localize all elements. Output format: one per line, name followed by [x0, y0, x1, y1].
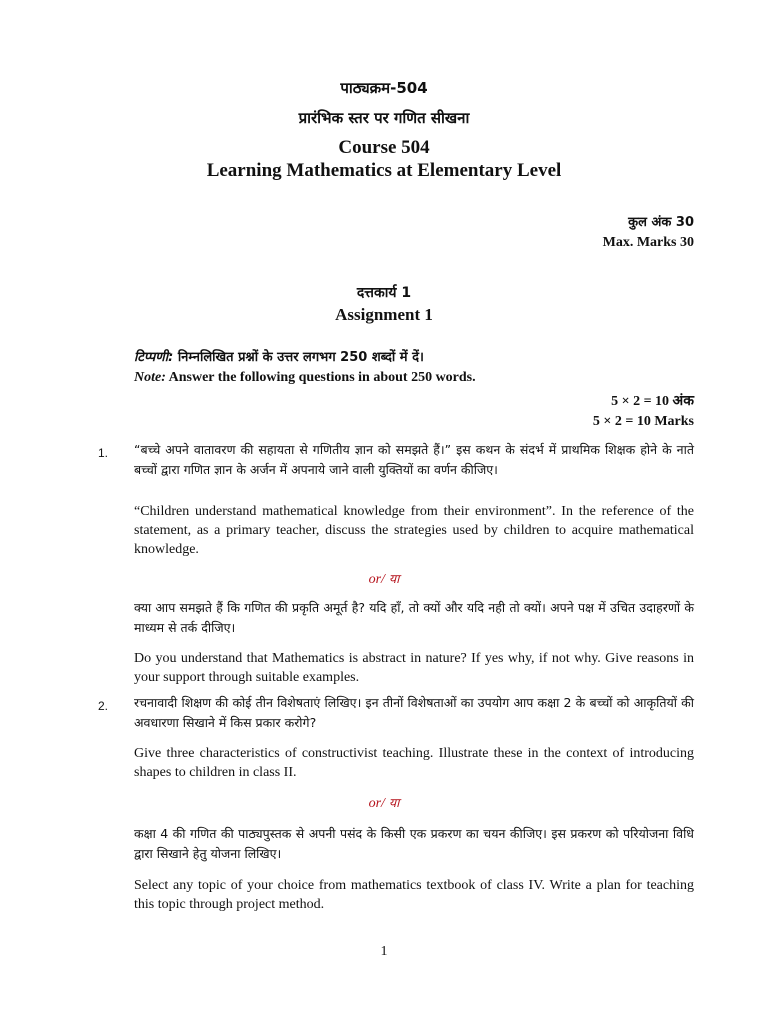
- or-separator: or/ या: [368, 795, 400, 811]
- question-2b-english: Select any topic of your choice from mathematics textbook of class IV. Write a plan for teaching this topic through project method.: [134, 878, 694, 912]
- question-1b-hindi: क्या आप समझते हैं कि गणित की प्रकृति अमूर्त है? यदि हाँ, तो क्यों और यदि नही तो क्यों। अपने पक्ष में उचित उदाहरणों के माध्यम से तर्क दीजिए।: [134, 600, 694, 635]
- question-2a-hindi: रचनावादी शिक्षण की कोई तीन विशेषताएं लिखिए। इन तीनों विशेषताओं का उपयोग आप कक्षा 2 के बच्चों को आकृतियों की अवधारणा सिखाने में किस प्रकार करोगे?: [134, 695, 694, 730]
- page-number: 1: [380, 944, 388, 959]
- assignment-title-hindi: दत्तकार्य 1: [356, 285, 412, 301]
- question-number: 1.: [98, 446, 109, 460]
- note-label-hindi: टिप्पणी:: [134, 350, 174, 365]
- scoring-hindi: 5 × 2 = 10 अंक: [611, 394, 694, 409]
- or-separator: or/ या: [368, 571, 400, 587]
- note-label-english: Note:: [134, 370, 166, 385]
- note-hindi: [134, 347, 694, 365]
- course-title-hindi: प्रारंभिक स्तर पर गणित सीखना: [298, 109, 470, 127]
- question-1a-english: “Children understand mathematical knowledge from their environment”. In the reference of the statement, as a primary teacher, discuss the strategies used by children to acquire mathematical knowledge.: [134, 504, 694, 557]
- max-marks-english: Max. Marks 30: [602, 235, 694, 250]
- question-2a-english: Give three characteristics of constructivist teaching. Illustrate these in the context of introducing shapes to children in class II.: [134, 746, 694, 780]
- note-text-english: Answer the following questions in about 250 words.: [168, 370, 476, 385]
- course-title-english: Learning Mathematics at Elementary Level: [206, 160, 562, 181]
- course-code-english: Course 504: [338, 137, 430, 158]
- note-text-hindi: निम्नलिखित प्रश्नों के उत्तर लगभग 250 शब्दों में दें।: [177, 350, 424, 365]
- question-1a-hindi: “बच्चे अपने वातावरण की सहायता से गणितीय ज्ञान को समझते हैं।” इस कथन के संदर्भ में प्राथमिक शिक्षक होने के नाते बच्चों द्वारा गणित ज्ञान के अर्जन में अपनाये जाने वाली युक्तियों का वर्णन कीजिए।: [134, 442, 694, 477]
- course-code-hindi: पाठ्यक्रम-504: [340, 79, 428, 97]
- assignment-title-english: Assignment 1: [335, 305, 433, 324]
- note-english: [134, 370, 694, 386]
- scoring-english: 5 × 2 = 10 Marks: [592, 414, 694, 429]
- question-2b-hindi: कक्षा 4 की गणित की पाठ्यपुस्तक से अपनी पसंद के किसी एक प्रकरण का चयन कीजिए। इस प्रकरण को परियोजना विधि द्वारा सिखाने हेतु योजना लिखिए।: [134, 826, 694, 861]
- max-marks-hindi: कुल अंक 30: [628, 215, 694, 230]
- question-number: 2.: [98, 699, 109, 713]
- question-1b-english: Do you understand that Mathematics is abstract in nature? If yes why, if not why. Give reasons in your support through suitable examples.: [134, 651, 694, 685]
